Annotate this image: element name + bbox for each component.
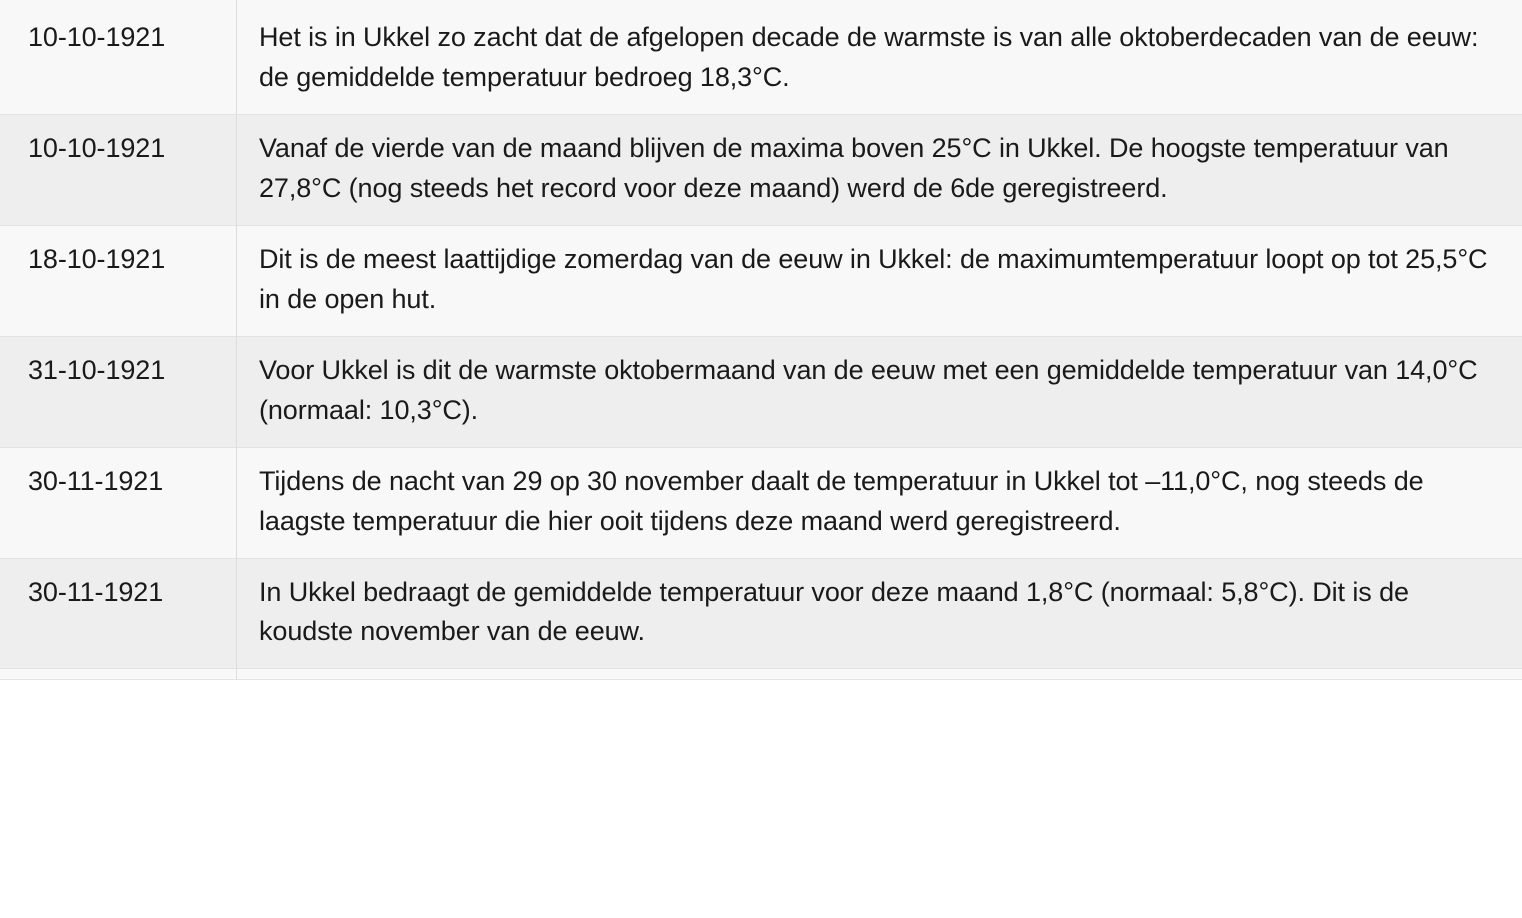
event-description: In Ukkel bedraagt de gemiddelde temperatuur voor deze maand 1,8°C (normaal: 5,8°C). Dit is de koudste november van de eeuw. <box>259 576 1409 647</box>
event-date: 10-10-1921 <box>0 114 237 225</box>
event-date-partial <box>0 669 237 680</box>
event-date: 10-10-1921 <box>0 0 237 114</box>
table-row <box>0 558 1522 669</box>
table-row <box>0 447 1522 558</box>
event-description: Vanaf de vierde van de maand blijven de maxima boven 25°C in Ukkel. De hoogste temperatuur van 27,8°C (nog steeds het record voor deze maand) werd de 6de geregistreerd. <box>259 132 1449 203</box>
event-description: Tijdens de nacht van 29 op 30 november daalt de temperatuur in Ukkel tot –11,0°C, nog steeds de laagste temperatuur die hier ooit tijdens deze maand werd geregistreerd. <box>259 465 1424 536</box>
table-row <box>0 225 1522 336</box>
event-date: 30-11-1921 <box>0 447 237 558</box>
event-date: 18-10-1921 <box>0 225 237 336</box>
event-description-partial <box>237 669 1522 680</box>
event-description: Dit is de meest laattijdige zomerdag van de eeuw in Ukkel: de maximumtemperatuur loopt op tot 25,5°C in de open hut. <box>259 243 1488 314</box>
table-row-partial <box>0 669 1522 680</box>
table-row <box>0 0 1522 114</box>
table-row <box>0 114 1522 225</box>
table-row <box>0 336 1522 447</box>
event-description: Voor Ukkel is dit de warmste oktobermaand van de eeuw met een gemiddelde temperatuur van 14,0°C (normaal: 10,3°C). <box>259 354 1478 425</box>
event-date: 31-10-1921 <box>0 336 237 447</box>
event-description: Het is in Ukkel zo zacht dat de afgelopen decade de warmste is van alle oktoberdecaden van de eeuw: de gemiddelde temperatuur bedroeg 18,3°C. <box>259 22 1479 92</box>
event-date: 30-11-1921 <box>0 558 237 669</box>
